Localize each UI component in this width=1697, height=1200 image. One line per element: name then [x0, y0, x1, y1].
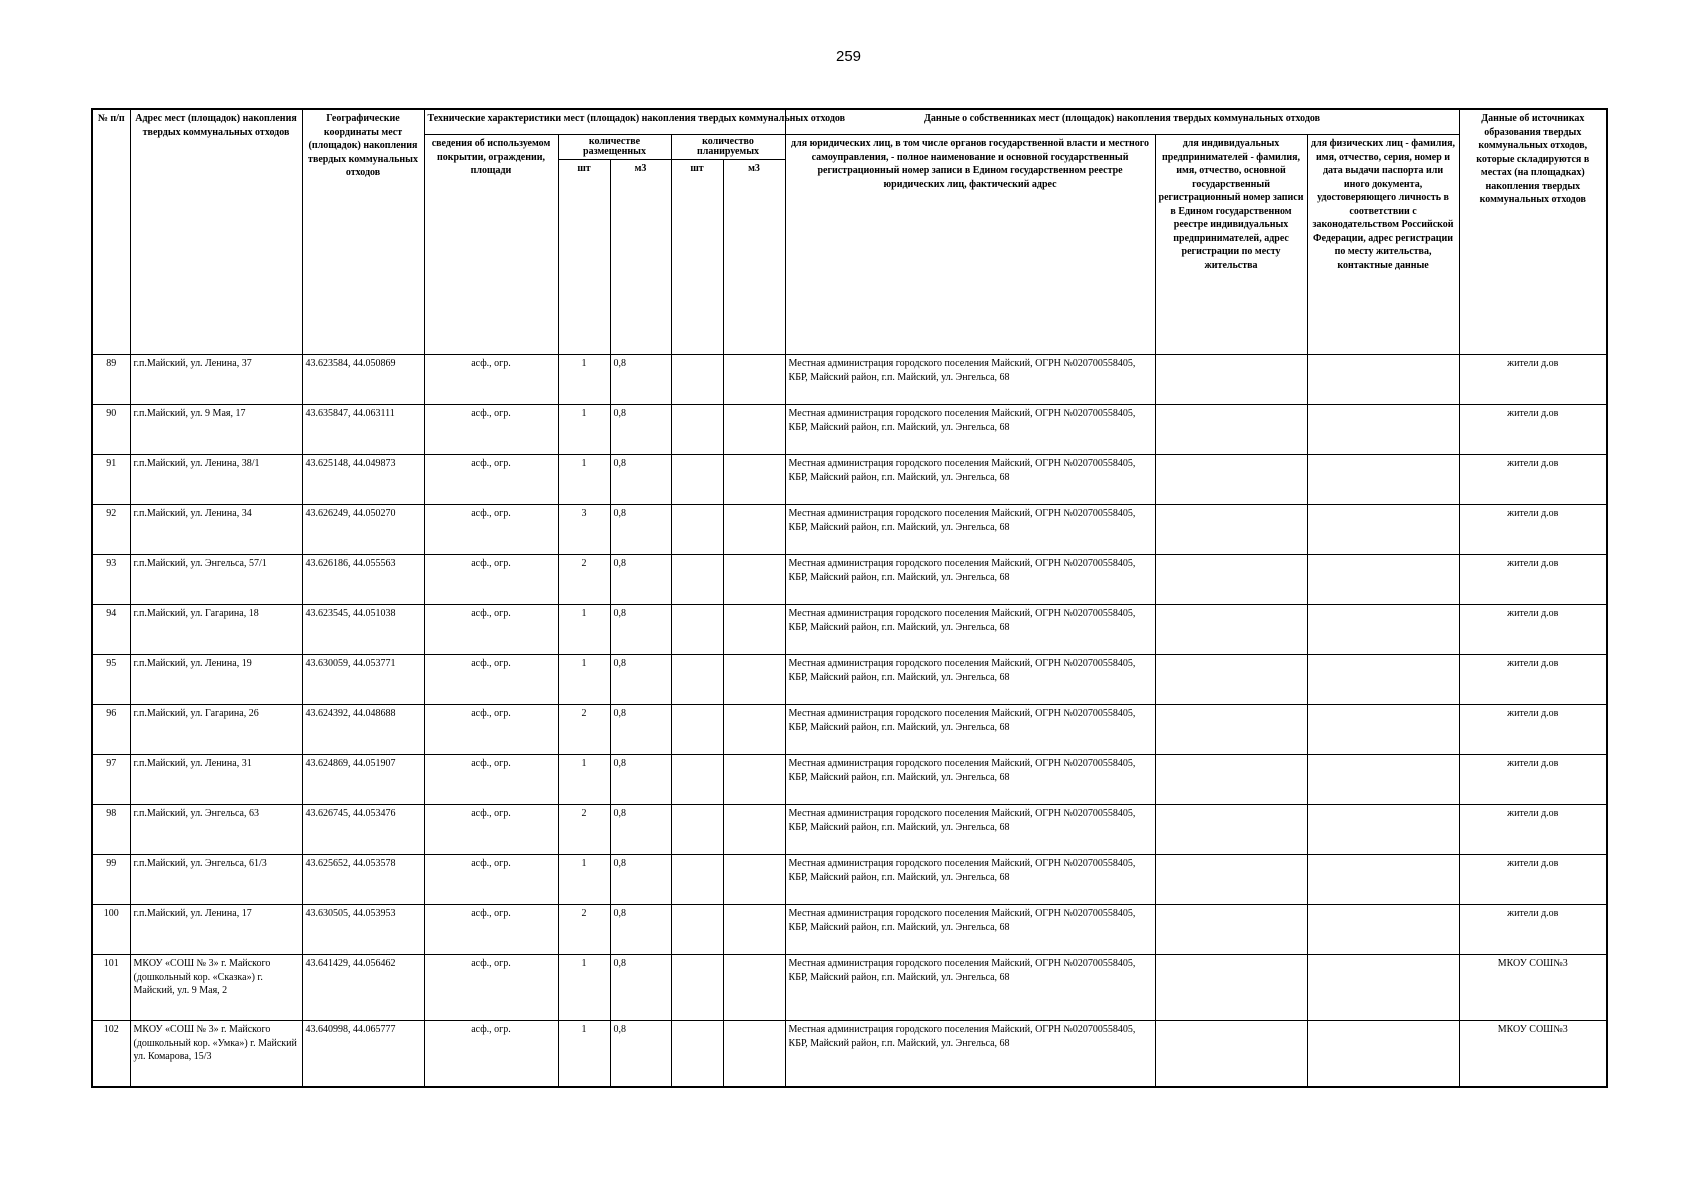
row-address: г.п.Майский, ул. Энгельса, 57/1: [130, 555, 302, 605]
header-tech-qty-placed: количестве размещенных: [558, 135, 671, 160]
row-source: жители д.ов: [1459, 455, 1607, 505]
table-row: [92, 855, 1607, 905]
row-owner-ip: [1155, 755, 1307, 805]
row-number: 91: [92, 455, 130, 505]
row-volume: 0,8: [610, 755, 671, 805]
table-row: [92, 505, 1607, 555]
row-coords: 43.624392, 44.048688: [302, 705, 424, 755]
row-owner-ip: [1155, 1021, 1307, 1087]
row-volume: 0,8: [610, 955, 671, 1021]
row-plan-volume: [723, 705, 785, 755]
header-owners-ip: для индивидуальных предпринимателей - фамилия, имя, отчество, основной государственный регистрационный номер записи в Едином государственном реестре индивидуальных предпринимателей, адрес регистрации по месту жительства: [1155, 135, 1307, 355]
row-owner-ip: [1155, 405, 1307, 455]
row-owner-phys: [1307, 605, 1459, 655]
waste-sites-table: [91, 108, 1608, 1088]
row-owner-ip: [1155, 955, 1307, 1021]
table-row: [92, 605, 1607, 655]
row-coords: 43.625148, 44.049873: [302, 455, 424, 505]
row-plan-qty: [671, 905, 723, 955]
header-address: Адрес мест (площадок) накопления твердых коммунальных отходов: [130, 109, 302, 355]
row-owner-ip: [1155, 905, 1307, 955]
row-address: МКОУ «СОШ № 3» г. Майского (дошкольный кор. «Умка») г. Майский ул. Комарова, 15/3: [130, 1021, 302, 1087]
row-cover: асф., огр.: [424, 755, 558, 805]
row-plan-qty: [671, 455, 723, 505]
row-number: 89: [92, 355, 130, 405]
row-address: г.п.Майский, ул. Гагарина, 26: [130, 705, 302, 755]
row-coords: 43.630505, 44.053953: [302, 905, 424, 955]
row-plan-volume: [723, 455, 785, 505]
row-source: МКОУ СОШ№3: [1459, 1021, 1607, 1087]
row-coords: 43.641429, 44.056462: [302, 955, 424, 1021]
row-volume: 0,8: [610, 505, 671, 555]
row-address: г.п.Майский, ул. Ленина, 19: [130, 655, 302, 705]
row-address: г.п.Майский, ул. Гагарина, 18: [130, 605, 302, 655]
row-coords: 43.626745, 44.053476: [302, 805, 424, 855]
row-plan-volume: [723, 955, 785, 1021]
row-volume: 0,8: [610, 455, 671, 505]
header-sources: Данные об источниках образования твердых коммунальных отходов, которые складируются в местах (на площадках) накопления твердых коммунальных отходов: [1459, 109, 1607, 355]
row-cover: асф., огр.: [424, 805, 558, 855]
header-tech-qty-planned: количество планируемых: [671, 135, 785, 160]
row-source: жители д.ов: [1459, 505, 1607, 555]
header-coords: Географические координаты мест (площадок) накопления твердых коммунальных отходов: [302, 109, 424, 355]
table-row: [92, 805, 1607, 855]
row-owner: Местная администрация городского поселения Майский, ОГРН №020700558405, КБР, Майский район, г.п. Майский, ул. Энгельса, 68: [785, 555, 1155, 605]
row-volume: 0,8: [610, 355, 671, 405]
row-owner: Местная администрация городского поселения Майский, ОГРН №020700558405, КБР, Майский район, г.п. Майский, ул. Энгельса, 68: [785, 1021, 1155, 1087]
row-number: 95: [92, 655, 130, 705]
row-plan-volume: [723, 505, 785, 555]
row-owner: Местная администрация городского поселения Майский, ОГРН №020700558405, КБР, Майский район, г.п. Майский, ул. Энгельса, 68: [785, 405, 1155, 455]
row-source: жители д.ов: [1459, 855, 1607, 905]
row-cover: асф., огр.: [424, 505, 558, 555]
table-row: [92, 455, 1607, 505]
row-owner-ip: [1155, 805, 1307, 855]
header-unit-sht-1: шт: [558, 160, 610, 355]
row-qty: 1: [558, 405, 610, 455]
row-cover: асф., огр.: [424, 455, 558, 505]
row-source: жители д.ов: [1459, 355, 1607, 405]
row-plan-volume: [723, 605, 785, 655]
row-owner: Местная администрация городского поселения Майский, ОГРН №020700558405, КБР, Майский район, г.п. Майский, ул. Энгельса, 68: [785, 955, 1155, 1021]
row-number: 101: [92, 955, 130, 1021]
row-owner-ip: [1155, 655, 1307, 705]
row-address: г.п.Майский, ул. Ленина, 38/1: [130, 455, 302, 505]
row-volume: 0,8: [610, 1021, 671, 1087]
header-tech-group: Технические характеристики мест (площадок) накопления твердых коммунальных отходов: [424, 109, 785, 135]
row-address: г.п.Майский, ул. Энгельса, 61/3: [130, 855, 302, 905]
row-number: 98: [92, 805, 130, 855]
row-source: МКОУ СОШ№3: [1459, 955, 1607, 1021]
row-qty: 3: [558, 505, 610, 555]
row-plan-qty: [671, 755, 723, 805]
table-row: [92, 1021, 1607, 1087]
row-address: г.п.Майский, ул. Ленина, 17: [130, 905, 302, 955]
row-coords: 43.623545, 44.051038: [302, 605, 424, 655]
row-owner-phys: [1307, 505, 1459, 555]
row-volume: 0,8: [610, 905, 671, 955]
row-owner-phys: [1307, 955, 1459, 1021]
row-qty: 1: [558, 355, 610, 405]
header-num: № п/п: [92, 109, 130, 355]
header-owners-legal: для юридических лиц, в том числе органов государственной власти и местного самоуправления, - полное наименование и основной государственный регистрационный номер записи в Едином государственном реестре юридических лиц, фактический адрес: [785, 135, 1155, 355]
row-source: жители д.ов: [1459, 555, 1607, 605]
row-owner-phys: [1307, 705, 1459, 755]
row-cover: асф., огр.: [424, 1021, 558, 1087]
row-owner: Местная администрация городского поселения Майский, ОГРН №020700558405, КБР, Майский район, г.п. Майский, ул. Энгельса, 68: [785, 855, 1155, 905]
row-cover: асф., огр.: [424, 705, 558, 755]
row-owner: Местная администрация городского поселения Майский, ОГРН №020700558405, КБР, Майский район, г.п. Майский, ул. Энгельса, 68: [785, 655, 1155, 705]
row-source: жители д.ов: [1459, 605, 1607, 655]
row-owner: Местная администрация городского поселения Майский, ОГРН №020700558405, КБР, Майский район, г.п. Майский, ул. Энгельса, 68: [785, 355, 1155, 405]
row-qty: 1: [558, 655, 610, 705]
row-number: 96: [92, 705, 130, 755]
row-volume: 0,8: [610, 805, 671, 855]
row-source: жители д.ов: [1459, 705, 1607, 755]
row-plan-qty: [671, 555, 723, 605]
row-owner-ip: [1155, 455, 1307, 505]
row-coords: 43.635847, 44.063111: [302, 405, 424, 455]
row-qty: 2: [558, 555, 610, 605]
row-qty: 1: [558, 455, 610, 505]
row-plan-qty: [671, 855, 723, 905]
row-owner-phys: [1307, 1021, 1459, 1087]
row-number: 97: [92, 755, 130, 805]
row-source: жители д.ов: [1459, 655, 1607, 705]
row-plan-volume: [723, 855, 785, 905]
row-owner-phys: [1307, 905, 1459, 955]
table-row: [92, 405, 1607, 455]
table-row: [92, 955, 1607, 1021]
row-number: 100: [92, 905, 130, 955]
row-cover: асф., огр.: [424, 905, 558, 955]
row-plan-qty: [671, 805, 723, 855]
row-plan-volume: [723, 1021, 785, 1087]
row-coords: 43.625652, 44.053578: [302, 855, 424, 905]
row-owner-ip: [1155, 605, 1307, 655]
row-coords: 43.630059, 44.053771: [302, 655, 424, 705]
row-cover: асф., огр.: [424, 555, 558, 605]
row-address: г.п.Майский, ул. Ленина, 37: [130, 355, 302, 405]
header-owners-group: Данные о собственниках мест (площадок) накопления твердых коммунальных отходов: [785, 109, 1459, 135]
row-volume: 0,8: [610, 405, 671, 455]
row-volume: 0,8: [610, 855, 671, 905]
row-qty: 1: [558, 955, 610, 1021]
row-owner: Местная администрация городского поселения Майский, ОГРН №020700558405, КБР, Майский район, г.п. Майский, ул. Энгельса, 68: [785, 455, 1155, 505]
row-address: г.п.Майский, ул. Ленина, 34: [130, 505, 302, 555]
row-plan-volume: [723, 555, 785, 605]
table-row: [92, 355, 1607, 405]
row-cover: асф., огр.: [424, 655, 558, 705]
row-coords: 43.624869, 44.051907: [302, 755, 424, 805]
row-qty: 2: [558, 805, 610, 855]
table-row: [92, 755, 1607, 805]
row-cover: асф., огр.: [424, 405, 558, 455]
row-plan-qty: [671, 355, 723, 405]
row-qty: 1: [558, 755, 610, 805]
row-owner-phys: [1307, 455, 1459, 505]
page-number: 259: [835, 48, 862, 65]
row-owner-ip: [1155, 505, 1307, 555]
row-plan-qty: [671, 505, 723, 555]
row-address: г.п.Майский, ул. Ленина, 31: [130, 755, 302, 805]
row-qty: 2: [558, 705, 610, 755]
row-owner-phys: [1307, 405, 1459, 455]
row-owner-phys: [1307, 655, 1459, 705]
row-owner-phys: [1307, 355, 1459, 405]
row-plan-volume: [723, 405, 785, 455]
row-source: жители д.ов: [1459, 905, 1607, 955]
row-coords: 43.626249, 44.050270: [302, 505, 424, 555]
row-number: 93: [92, 555, 130, 605]
row-coords: 43.623584, 44.050869: [302, 355, 424, 405]
row-owner-phys: [1307, 805, 1459, 855]
row-qty: 1: [558, 1021, 610, 1087]
row-volume: 0,8: [610, 555, 671, 605]
row-owner-phys: [1307, 755, 1459, 805]
row-owner: Местная администрация городского поселения Майский, ОГРН №020700558405, КБР, Майский район, г.п. Майский, ул. Энгельса, 68: [785, 805, 1155, 855]
row-owner-ip: [1155, 855, 1307, 905]
row-plan-volume: [723, 805, 785, 855]
row-cover: асф., огр.: [424, 855, 558, 905]
row-plan-volume: [723, 355, 785, 405]
table-row: [92, 705, 1607, 755]
row-plan-volume: [723, 755, 785, 805]
row-address: МКОУ «СОШ № 3» г. Майского (дошкольный кор. «Сказка») г. Майский, ул. 9 Мая, 2: [130, 955, 302, 1021]
header-owners-phys: для физических лиц - фамилия, имя, отчество, серия, номер и дата выдачи паспорта или иного документа, удостоверяющего личность в соответствии с законодательством Российской Федерации, адрес регистрации по месту жительства, контактные данные: [1307, 135, 1459, 355]
row-volume: 0,8: [610, 655, 671, 705]
row-owner: Местная администрация городского поселения Майский, ОГРН №020700558405, КБР, Майский район, г.п. Майский, ул. Энгельса, 68: [785, 905, 1155, 955]
row-owner: Местная администрация городского поселения Майский, ОГРН №020700558405, КБР, Майский район, г.п. Майский, ул. Энгельса, 68: [785, 505, 1155, 555]
header-unit-sht-2: шт: [671, 160, 723, 355]
row-plan-volume: [723, 905, 785, 955]
row-owner-ip: [1155, 555, 1307, 605]
row-number: 99: [92, 855, 130, 905]
row-number: 94: [92, 605, 130, 655]
header-tech-cover: сведения об используемом покрытии, ограждении, площади: [424, 135, 558, 355]
row-plan-qty: [671, 605, 723, 655]
row-plan-qty: [671, 655, 723, 705]
row-owner-phys: [1307, 855, 1459, 905]
row-source: жители д.ов: [1459, 755, 1607, 805]
table-row: [92, 905, 1607, 955]
row-cover: асф., огр.: [424, 955, 558, 1021]
row-plan-volume: [723, 655, 785, 705]
row-owner-ip: [1155, 355, 1307, 405]
row-plan-qty: [671, 705, 723, 755]
row-qty: 2: [558, 905, 610, 955]
row-plan-qty: [671, 1021, 723, 1087]
row-owner: Местная администрация городского поселения Майский, ОГРН №020700558405, КБР, Майский район, г.п. Майский, ул. Энгельса, 68: [785, 605, 1155, 655]
row-owner-ip: [1155, 705, 1307, 755]
table-row: [92, 655, 1607, 705]
row-source: жители д.ов: [1459, 805, 1607, 855]
row-qty: 1: [558, 605, 610, 655]
row-coords: 43.626186, 44.055563: [302, 555, 424, 605]
row-source: жители д.ов: [1459, 405, 1607, 455]
row-volume: 0,8: [610, 705, 671, 755]
row-plan-qty: [671, 405, 723, 455]
row-address: г.п.Майский, ул. Энгельса, 63: [130, 805, 302, 855]
row-owner-phys: [1307, 555, 1459, 605]
header-unit-m3-1: м3: [610, 160, 671, 355]
row-number: 90: [92, 405, 130, 455]
row-owner: Местная администрация городского поселения Майский, ОГРН №020700558405, КБР, Майский район, г.п. Майский, ул. Энгельса, 68: [785, 705, 1155, 755]
row-number: 92: [92, 505, 130, 555]
row-coords: 43.640998, 44.065777: [302, 1021, 424, 1087]
row-cover: асф., огр.: [424, 605, 558, 655]
row-address: г.п.Майский, ул. 9 Мая, 17: [130, 405, 302, 455]
header-unit-m3-2: м3: [723, 160, 785, 355]
row-number: 102: [92, 1021, 130, 1087]
row-cover: асф., огр.: [424, 355, 558, 405]
row-plan-qty: [671, 955, 723, 1021]
row-volume: 0,8: [610, 605, 671, 655]
row-owner: Местная администрация городского поселения Майский, ОГРН №020700558405, КБР, Майский район, г.п. Майский, ул. Энгельса, 68: [785, 755, 1155, 805]
row-qty: 1: [558, 855, 610, 905]
table-row: [92, 555, 1607, 605]
